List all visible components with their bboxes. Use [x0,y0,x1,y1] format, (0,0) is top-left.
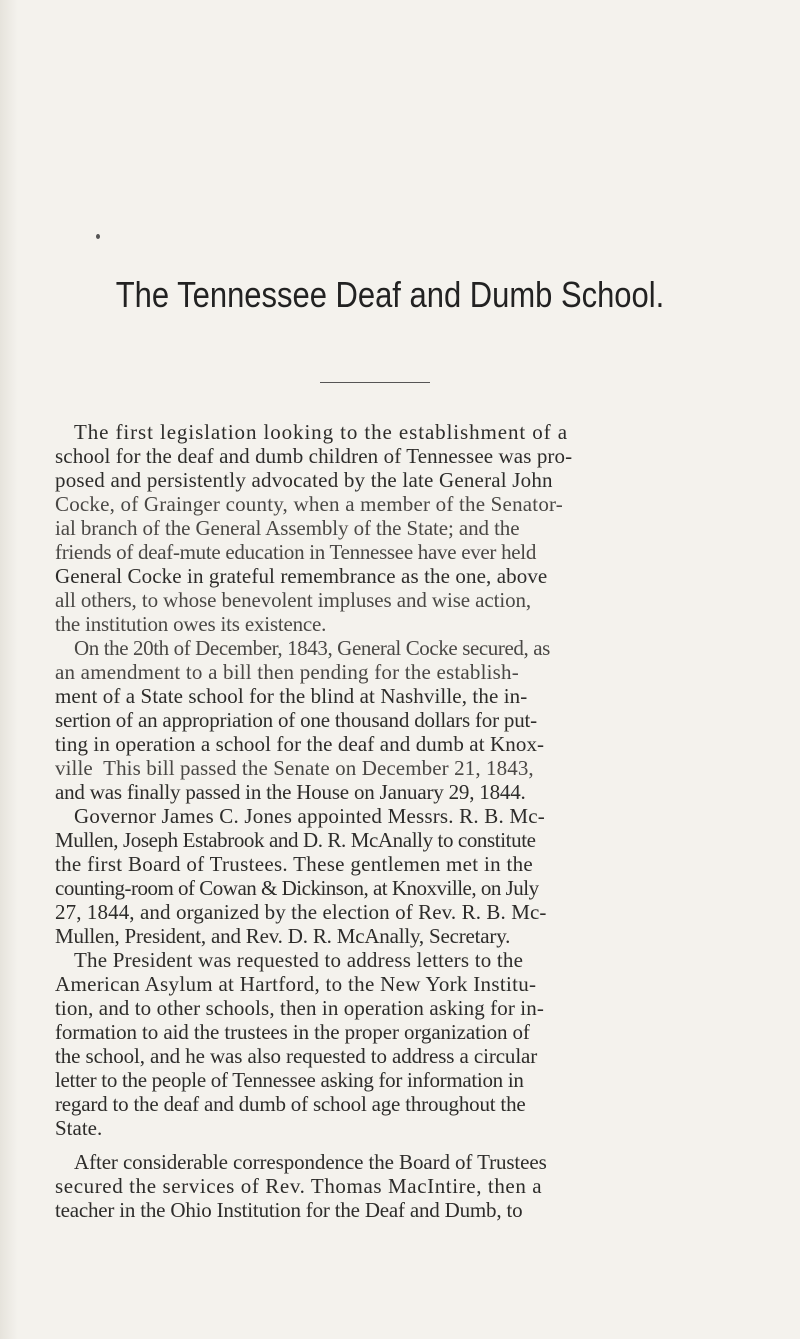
body-line: ville This bill passed the Senate on December 21, 1843, [55,756,534,780]
body-line: teacher in the Ohio Institution for the Deaf and Dumb, to [55,1198,523,1222]
document-title: The Tennessee Deaf and Dumb School. [115,274,665,315]
body-line: secured the services of Rev. Thomas MacIntire, then a [55,1174,543,1198]
body-line: ial branch of the General Assembly of the State; and the [55,516,520,540]
body-line: letter to the people of Tennessee asking for information in [55,1068,524,1092]
body-line: and was finally passed in the House on January 29, 1844. [55,780,526,804]
body-line: The first legislation looking to the establishment of a [74,420,568,444]
body-line: American Asylum at Hartford, to the New York Institu- [55,972,537,996]
body-line: sertion of an appropriation of one thousand dollars for put- [55,708,537,732]
body-line: Cocke, of Grainger county, when a member of the Senator- [55,492,563,516]
body-line: General Cocke in grateful remembrance as the one, above [55,564,548,588]
body-line: Governor James C. Jones appointed Messrs. R. B. Mc- [74,804,545,828]
body-line: regard to the deaf and dumb of school age throughout the [55,1092,526,1116]
body-line: the institution owes its existence. [55,612,327,636]
body-line: Mullen, Joseph Estabrook and D. R. McAnally to constitute [55,828,536,852]
body-line: ment of a State school for the blind at Nashville, the in- [55,684,528,708]
body-line: formation to aid the trustees in the proper organization of [55,1020,530,1044]
body-line: all others, to whose benevolent impluses and wise action, [55,588,532,612]
body-line: 27, 1844, and organized by the election of Rev. R. B. Mc- [55,900,547,924]
body-line: friends of deaf-mute education in Tennessee have ever held [55,540,537,564]
body-line: posed and persistently advocated by the late General John [55,468,553,492]
body-line: counting-room of Cowan & Dickinson, at Knoxville, on July [55,876,539,900]
body-line: ting in operation a school for the deaf and dumb at Knox- [55,732,545,756]
body-line: an amendment to a bill then pending for the establish- [55,660,519,684]
body-line: the first Board of Trustees. These gentlemen met in the [55,852,534,876]
body-line: The President was requested to address letters to the [74,948,524,972]
body-line: tion, and to other schools, then in operation asking for in- [55,996,544,1020]
body-line: the school, and he was also requested to address a circular [55,1044,538,1068]
body-line: school for the deaf and dumb children of Tennessee was pro- [55,444,573,468]
body-line: On the 20th of December, 1843, General Cocke secured, as [74,636,550,660]
body-line: State. [55,1116,103,1140]
body-line: After considerable correspondence the Board of Trustees [74,1150,547,1174]
body-line: Mullen, President, and Rev. D. R. McAnally, Secretary. [55,924,511,948]
